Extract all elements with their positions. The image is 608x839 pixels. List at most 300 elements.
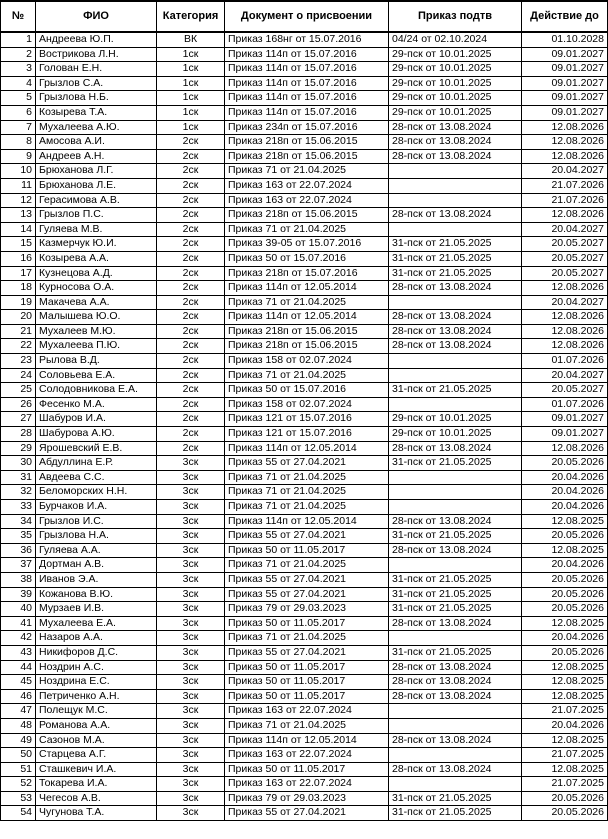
- table-row: [1, 806, 608, 821]
- table-row: [1, 572, 608, 587]
- cell-category: 1ск: [157, 105, 225, 120]
- cell-number: 12: [1, 193, 36, 208]
- cell-fio: Грызлов П.С.: [36, 208, 157, 223]
- cell-valid-until: 21.07.2025: [522, 704, 608, 719]
- table-row: [1, 193, 608, 208]
- cell-number: 37: [1, 558, 36, 573]
- cell-number: 10: [1, 164, 36, 179]
- cell-number: 2: [1, 47, 36, 62]
- cell-valid-until: 01.07.2026: [522, 354, 608, 369]
- cell-valid-until: 09.01.2027: [522, 62, 608, 77]
- cell-category: 2ск: [157, 251, 225, 266]
- cell-confirmation-order: 28-пск от 13.08.2024: [389, 543, 522, 558]
- cell-assignment-document: Приказ 50 от 11.05.2017: [225, 660, 389, 675]
- table-row: [1, 733, 608, 748]
- cell-fio: Грызлова Н.А.: [36, 529, 157, 544]
- cell-number: 30: [1, 456, 36, 471]
- cell-valid-until: 01.10.2028: [522, 32, 608, 47]
- cell-assignment-document: Приказ 71 от 21.04.2025: [225, 558, 389, 573]
- cell-assignment-document: Приказ 50 от 11.05.2017: [225, 689, 389, 704]
- cell-fio: Абдуллина Е.Р.: [36, 456, 157, 471]
- cell-category: 2ск: [157, 354, 225, 369]
- cell-valid-until: 12.08.2026: [522, 120, 608, 135]
- cell-number: 40: [1, 602, 36, 617]
- table-row: [1, 368, 608, 383]
- table-row: [1, 500, 608, 515]
- cell-assignment-document: Приказ 50 от 15.07.2016: [225, 383, 389, 398]
- cell-number: 22: [1, 339, 36, 354]
- cell-number: 27: [1, 412, 36, 427]
- cell-number: 19: [1, 295, 36, 310]
- table-row: [1, 631, 608, 646]
- cell-confirmation-order: 28-пск от 13.08.2024: [389, 149, 522, 164]
- cell-category: 2ск: [157, 310, 225, 325]
- cell-assignment-document: Приказ 71 от 21.04.2025: [225, 470, 389, 485]
- cell-category: 2ск: [157, 281, 225, 296]
- cell-category: 3ск: [157, 602, 225, 617]
- cell-fio: Козырева Т.А.: [36, 105, 157, 120]
- table-row: [1, 543, 608, 558]
- cell-category: 3ск: [157, 791, 225, 806]
- cell-valid-until: 09.01.2027: [522, 91, 608, 106]
- cell-valid-until: 21.07.2025: [522, 777, 608, 792]
- cell-category: 2ск: [157, 222, 225, 237]
- header-valid-until: Действие до: [522, 1, 608, 32]
- cell-confirmation-order: 28-пск от 13.08.2024: [389, 616, 522, 631]
- cell-valid-until: 20.04.2027: [522, 164, 608, 179]
- cell-valid-until: 20.04.2026: [522, 500, 608, 515]
- table-row: [1, 91, 608, 106]
- cell-category: 3ск: [157, 733, 225, 748]
- header-confirmation-order: Приказ подтв: [389, 1, 522, 32]
- cell-number: 29: [1, 441, 36, 456]
- cell-valid-until: 12.08.2025: [522, 660, 608, 675]
- cell-assignment-document: Приказ 121 от 15.07.2016: [225, 412, 389, 427]
- table-row: [1, 281, 608, 296]
- cell-confirmation-order: 28-пск от 13.08.2024: [389, 441, 522, 456]
- cell-assignment-document: Приказ 71 от 21.04.2025: [225, 368, 389, 383]
- cell-assignment-document: Приказ 218п от 15.06.2015: [225, 149, 389, 164]
- cell-assignment-document: Приказ 121 от 15.07.2016: [225, 427, 389, 442]
- cell-assignment-document: Приказ 50 от 11.05.2017: [225, 616, 389, 631]
- cell-valid-until: 20.04.2027: [522, 222, 608, 237]
- cell-assignment-document: Приказ 218п от 15.07.2016: [225, 266, 389, 281]
- table-row: [1, 470, 608, 485]
- cell-category: 2ск: [157, 427, 225, 442]
- cell-confirmation-order: [389, 222, 522, 237]
- cell-confirmation-order: 29-пск от 10.01.2025: [389, 105, 522, 120]
- cell-valid-until: 12.08.2026: [522, 310, 608, 325]
- cell-valid-until: 21.07.2026: [522, 193, 608, 208]
- table-row: [1, 762, 608, 777]
- cell-valid-until: 20.04.2027: [522, 295, 608, 310]
- cell-fio: Иванов Э.А.: [36, 572, 157, 587]
- cell-category: 3ск: [157, 675, 225, 690]
- table-body: [1, 32, 608, 821]
- cell-number: 17: [1, 266, 36, 281]
- cell-valid-until: 20.05.2027: [522, 251, 608, 266]
- cell-category: 3ск: [157, 558, 225, 573]
- cell-category: 1ск: [157, 62, 225, 77]
- cell-number: 20: [1, 310, 36, 325]
- cell-confirmation-order: [389, 500, 522, 515]
- table-row: [1, 32, 608, 47]
- cell-assignment-document: Приказ 50 от 11.05.2017: [225, 543, 389, 558]
- cell-assignment-document: Приказ 71 от 21.04.2025: [225, 295, 389, 310]
- cell-assignment-document: Приказ 55 от 27.04.2021: [225, 645, 389, 660]
- cell-confirmation-order: 28-пск от 13.08.2024: [389, 120, 522, 135]
- cell-valid-until: 20.04.2027: [522, 368, 608, 383]
- cell-number: 36: [1, 543, 36, 558]
- cell-assignment-document: Приказ 71 от 21.04.2025: [225, 631, 389, 646]
- cell-confirmation-order: 29-пск от 10.01.2025: [389, 76, 522, 91]
- cell-confirmation-order: [389, 178, 522, 193]
- cell-category: 2ск: [157, 397, 225, 412]
- cell-valid-until: 12.08.2026: [522, 208, 608, 223]
- cell-category: 3ск: [157, 777, 225, 792]
- cell-number: 25: [1, 383, 36, 398]
- cell-valid-until: 20.04.2026: [522, 485, 608, 500]
- cell-number: 49: [1, 733, 36, 748]
- cell-fio: Соловьева Е.А.: [36, 368, 157, 383]
- cell-assignment-document: Приказ 71 от 21.04.2025: [225, 222, 389, 237]
- cell-assignment-document: Приказ 114п от 12.05.2014: [225, 441, 389, 456]
- cell-category: 3ск: [157, 631, 225, 646]
- cell-assignment-document: Приказ 71 от 21.04.2025: [225, 500, 389, 515]
- cell-confirmation-order: 31-пск от 21.05.2025: [389, 602, 522, 617]
- cell-assignment-document: Приказ 114п от 12.05.2014: [225, 310, 389, 325]
- cell-valid-until: 20.05.2026: [522, 572, 608, 587]
- cell-assignment-document: Приказ 39-05 от 15.07.2016: [225, 237, 389, 252]
- cell-confirmation-order: [389, 193, 522, 208]
- cell-fio: Гуляева М.В.: [36, 222, 157, 237]
- cell-category: 3ск: [157, 470, 225, 485]
- table-row: [1, 485, 608, 500]
- cell-fio: Голован Е.Н.: [36, 62, 157, 77]
- cell-confirmation-order: 31-пск от 21.05.2025: [389, 791, 522, 806]
- cell-valid-until: 20.05.2026: [522, 587, 608, 602]
- cell-fio: Ноздрина Е.С.: [36, 675, 157, 690]
- cell-confirmation-order: [389, 704, 522, 719]
- cell-valid-until: 20.05.2027: [522, 237, 608, 252]
- cell-assignment-document: Приказ 71 от 21.04.2025: [225, 164, 389, 179]
- cell-fio: Ярошевский Е.В.: [36, 441, 157, 456]
- cell-assignment-document: Приказ 114п от 15.07.2016: [225, 105, 389, 120]
- cell-category: 3ск: [157, 514, 225, 529]
- cell-fio: Брюханова Л.Е.: [36, 178, 157, 193]
- table-row: [1, 135, 608, 150]
- cell-category: 3ск: [157, 806, 225, 821]
- cell-number: 18: [1, 281, 36, 296]
- cell-confirmation-order: 28-пск от 13.08.2024: [389, 339, 522, 354]
- cell-confirmation-order: 28-пск от 13.08.2024: [389, 689, 522, 704]
- cell-number: 45: [1, 675, 36, 690]
- cell-valid-until: 20.04.2026: [522, 631, 608, 646]
- cell-confirmation-order: [389, 164, 522, 179]
- cell-fio: Амосова А.И.: [36, 135, 157, 150]
- cell-confirmation-order: 29-пск от 10.01.2025: [389, 412, 522, 427]
- cell-fio: Малышева Ю.О.: [36, 310, 157, 325]
- cell-confirmation-order: 28-пск от 13.08.2024: [389, 135, 522, 150]
- cell-number: 16: [1, 251, 36, 266]
- table-row: [1, 602, 608, 617]
- cell-category: 2ск: [157, 178, 225, 193]
- cell-fio: Мурзаев И.В.: [36, 602, 157, 617]
- cell-assignment-document: Приказ 79 от 29.03.2023: [225, 791, 389, 806]
- table-row: [1, 310, 608, 325]
- cell-confirmation-order: [389, 748, 522, 763]
- cell-fio: Никифоров Д.С.: [36, 645, 157, 660]
- cell-number: 14: [1, 222, 36, 237]
- cell-category: ВК: [157, 32, 225, 47]
- table-row: [1, 456, 608, 471]
- cell-number: 5: [1, 91, 36, 106]
- cell-assignment-document: Приказ 55 от 27.04.2021: [225, 529, 389, 544]
- cell-assignment-document: Приказ 55 от 27.04.2021: [225, 456, 389, 471]
- cell-fio: Ноздрин А.С.: [36, 660, 157, 675]
- cell-number: 50: [1, 748, 36, 763]
- cell-assignment-document: Приказ 114п от 15.07.2016: [225, 47, 389, 62]
- cell-category: 2ск: [157, 441, 225, 456]
- table-row: [1, 616, 608, 631]
- cell-assignment-document: Приказ 50 от 11.05.2017: [225, 675, 389, 690]
- cell-assignment-document: Приказ 55 от 27.04.2021: [225, 806, 389, 821]
- cell-valid-until: 12.08.2026: [522, 135, 608, 150]
- cell-confirmation-order: 29-пск от 10.01.2025: [389, 62, 522, 77]
- cell-number: 51: [1, 762, 36, 777]
- table-row: [1, 76, 608, 91]
- cell-fio: Мухалеева Е.А.: [36, 616, 157, 631]
- cell-category: 3ск: [157, 689, 225, 704]
- cell-category: 1ск: [157, 76, 225, 91]
- cell-confirmation-order: 31-пск от 21.05.2025: [389, 587, 522, 602]
- cell-valid-until: 12.08.2026: [522, 324, 608, 339]
- cell-number: 34: [1, 514, 36, 529]
- table-row: [1, 645, 608, 660]
- cell-confirmation-order: 31-пск от 21.05.2025: [389, 645, 522, 660]
- cell-assignment-document: Приказ 163 от 22.07.2024: [225, 777, 389, 792]
- cell-number: 4: [1, 76, 36, 91]
- table-row: [1, 748, 608, 763]
- cell-valid-until: 12.08.2025: [522, 616, 608, 631]
- cell-assignment-document: Приказ 163 от 22.07.2024: [225, 704, 389, 719]
- cell-category: 3ск: [157, 456, 225, 471]
- table-row: [1, 354, 608, 369]
- cell-category: 2ск: [157, 295, 225, 310]
- table-row: [1, 412, 608, 427]
- cell-category: 1ск: [157, 47, 225, 62]
- cell-number: 41: [1, 616, 36, 631]
- cell-assignment-document: Приказ 114п от 15.07.2016: [225, 76, 389, 91]
- cell-valid-until: 20.05.2026: [522, 645, 608, 660]
- table-row: [1, 324, 608, 339]
- cell-number: 21: [1, 324, 36, 339]
- table-row: [1, 251, 608, 266]
- cell-assignment-document: Приказ 234п от 15.07.2016: [225, 120, 389, 135]
- table-row: [1, 149, 608, 164]
- cell-valid-until: 12.08.2025: [522, 543, 608, 558]
- cell-confirmation-order: 28-пск от 13.08.2024: [389, 733, 522, 748]
- cell-valid-until: 09.01.2027: [522, 412, 608, 427]
- table-row: [1, 791, 608, 806]
- cell-confirmation-order: 31-пск от 21.05.2025: [389, 383, 522, 398]
- cell-fio: Мухалеева П.Ю.: [36, 339, 157, 354]
- cell-valid-until: 20.04.2026: [522, 718, 608, 733]
- cell-valid-until: 12.08.2025: [522, 733, 608, 748]
- cell-fio: Кожанова В.Ю.: [36, 587, 157, 602]
- table-row: [1, 427, 608, 442]
- cell-number: 3: [1, 62, 36, 77]
- cell-assignment-document: Приказ 218п от 15.06.2015: [225, 324, 389, 339]
- cell-assignment-document: Приказ 114п от 15.07.2016: [225, 62, 389, 77]
- cell-fio: Шабуров И.А.: [36, 412, 157, 427]
- table-row: [1, 105, 608, 120]
- cell-valid-until: 12.08.2025: [522, 514, 608, 529]
- table-row: [1, 441, 608, 456]
- cell-fio: Андреев А.Н.: [36, 149, 157, 164]
- table-row: [1, 704, 608, 719]
- cell-assignment-document: Приказ 114п от 15.07.2016: [225, 91, 389, 106]
- cell-number: 54: [1, 806, 36, 821]
- cell-number: 13: [1, 208, 36, 223]
- table-row: [1, 266, 608, 281]
- cell-valid-until: 20.05.2027: [522, 383, 608, 398]
- cell-assignment-document: Приказ 163 от 22.07.2024: [225, 178, 389, 193]
- cell-number: 35: [1, 529, 36, 544]
- cell-confirmation-order: 31-пск от 21.05.2025: [389, 529, 522, 544]
- cell-fio: Курносова О.А.: [36, 281, 157, 296]
- cell-number: 53: [1, 791, 36, 806]
- cell-valid-until: 20.05.2027: [522, 266, 608, 281]
- table-row: [1, 718, 608, 733]
- cell-confirmation-order: [389, 470, 522, 485]
- cell-valid-until: 20.05.2026: [522, 791, 608, 806]
- table-row: [1, 777, 608, 792]
- cell-confirmation-order: 29-пск от 10.01.2025: [389, 91, 522, 106]
- cell-valid-until: 20.05.2026: [522, 529, 608, 544]
- table-row: [1, 529, 608, 544]
- cell-number: 26: [1, 397, 36, 412]
- cell-confirmation-order: 29-пск от 10.01.2025: [389, 427, 522, 442]
- cell-number: 32: [1, 485, 36, 500]
- cell-confirmation-order: [389, 354, 522, 369]
- table-row: [1, 295, 608, 310]
- cell-fio: Фесенко М.А.: [36, 397, 157, 412]
- table-row: [1, 675, 608, 690]
- cell-number: 7: [1, 120, 36, 135]
- cell-valid-until: 09.01.2027: [522, 105, 608, 120]
- cell-assignment-document: Приказ 114п от 12.05.2014: [225, 733, 389, 748]
- cell-category: 2ск: [157, 208, 225, 223]
- cell-fio: Сташкевич И.А.: [36, 762, 157, 777]
- cell-category: 3ск: [157, 587, 225, 602]
- table-row: [1, 558, 608, 573]
- cell-fio: Казмерчук Ю.И.: [36, 237, 157, 252]
- cell-confirmation-order: 28-пск от 13.08.2024: [389, 310, 522, 325]
- table-row: [1, 47, 608, 62]
- cell-valid-until: 12.08.2026: [522, 281, 608, 296]
- cell-confirmation-order: [389, 295, 522, 310]
- table-row: [1, 397, 608, 412]
- cell-number: 23: [1, 354, 36, 369]
- cell-category: 2ск: [157, 324, 225, 339]
- cell-number: 44: [1, 660, 36, 675]
- cell-valid-until: 12.08.2025: [522, 762, 608, 777]
- cell-category: 3ск: [157, 762, 225, 777]
- cell-assignment-document: Приказ 71 от 21.04.2025: [225, 485, 389, 500]
- cell-confirmation-order: 28-пск от 13.08.2024: [389, 660, 522, 675]
- cell-fio: Мухалеев М.Ю.: [36, 324, 157, 339]
- cell-valid-until: 20.04.2026: [522, 470, 608, 485]
- cell-valid-until: 09.01.2027: [522, 47, 608, 62]
- cell-confirmation-order: 31-пск от 21.05.2025: [389, 237, 522, 252]
- cell-fio: Вострикова Л.Н.: [36, 47, 157, 62]
- cell-valid-until: 01.07.2026: [522, 397, 608, 412]
- cell-category: 3ск: [157, 485, 225, 500]
- table-row: [1, 514, 608, 529]
- cell-number: 48: [1, 718, 36, 733]
- cell-confirmation-order: 31-пск от 21.05.2025: [389, 456, 522, 471]
- cell-valid-until: 09.01.2027: [522, 76, 608, 91]
- cell-number: 38: [1, 572, 36, 587]
- cell-confirmation-order: [389, 718, 522, 733]
- cell-fio: Герасимова А.В.: [36, 193, 157, 208]
- cell-number: 42: [1, 631, 36, 646]
- cell-category: 2ск: [157, 266, 225, 281]
- cell-assignment-document: Приказ 163 от 22.07.2024: [225, 748, 389, 763]
- cell-confirmation-order: 31-пск от 21.05.2025: [389, 266, 522, 281]
- table-row: [1, 178, 608, 193]
- cell-number: 43: [1, 645, 36, 660]
- cell-number: 11: [1, 178, 36, 193]
- cell-category: 1ск: [157, 91, 225, 106]
- cell-number: 28: [1, 427, 36, 442]
- cell-number: 46: [1, 689, 36, 704]
- cell-assignment-document: Приказ 218п от 15.06.2015: [225, 208, 389, 223]
- cell-fio: Кузнецова А.Д.: [36, 266, 157, 281]
- cell-fio: Брюханова Л.Г.: [36, 164, 157, 179]
- cell-category: 3ск: [157, 529, 225, 544]
- table-row: [1, 237, 608, 252]
- cell-category: 2ск: [157, 135, 225, 150]
- cell-number: 47: [1, 704, 36, 719]
- cell-category: 3ск: [157, 616, 225, 631]
- cell-category: 3ск: [157, 543, 225, 558]
- cell-fio: Грызлов И.С.: [36, 514, 157, 529]
- cell-fio: Чугунова Т.А.: [36, 806, 157, 821]
- table-row: [1, 164, 608, 179]
- table-row: [1, 339, 608, 354]
- cell-category: 2ск: [157, 193, 225, 208]
- cell-confirmation-order: [389, 397, 522, 412]
- cell-number: 52: [1, 777, 36, 792]
- cell-number: 33: [1, 500, 36, 515]
- table-row: [1, 383, 608, 398]
- cell-assignment-document: Приказ 114п от 12.05.2014: [225, 281, 389, 296]
- header-row: [1, 1, 608, 32]
- header-number: №: [1, 1, 36, 32]
- cell-confirmation-order: 31-пск от 21.05.2025: [389, 251, 522, 266]
- cell-fio: Рылова В.Д.: [36, 354, 157, 369]
- cell-number: 39: [1, 587, 36, 602]
- cell-category: 3ск: [157, 500, 225, 515]
- cell-assignment-document: Приказ 158 от 02.07.2024: [225, 354, 389, 369]
- cell-confirmation-order: 04/24 от 02.10.2024: [389, 32, 522, 47]
- cell-fio: Солодовникова Е.А.: [36, 383, 157, 398]
- cell-assignment-document: Приказ 163 от 22.07.2024: [225, 193, 389, 208]
- cell-assignment-document: Приказ 55 от 27.04.2021: [225, 572, 389, 587]
- cell-fio: Макачева А.А.: [36, 295, 157, 310]
